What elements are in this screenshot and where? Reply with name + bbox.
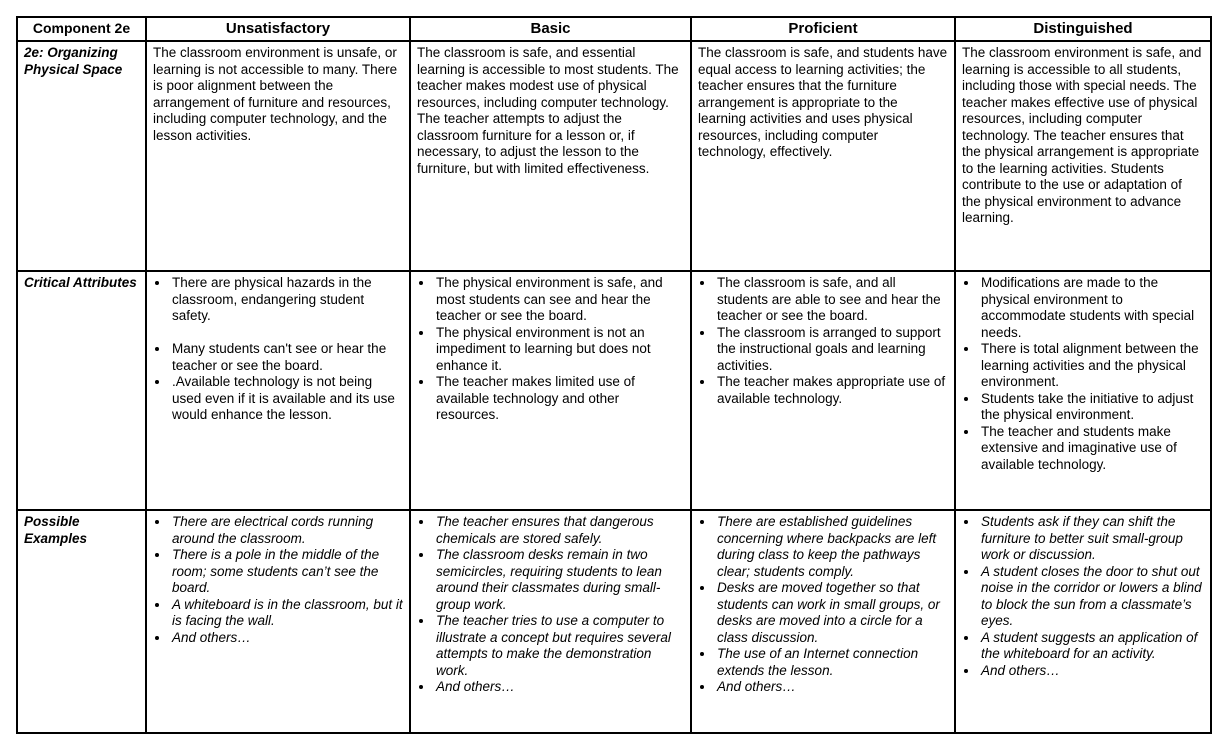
bullet-list <box>962 514 1204 679</box>
cell-basic-description <box>410 41 691 271</box>
bullet-item: • The teacher ensures that dangerous chemicals are stored safely. <box>434 514 684 547</box>
header-basic: Basic <box>410 17 691 41</box>
bullet-item: • And others… <box>434 679 684 696</box>
bullet-item: • The classroom desks remain in two semicircles, requiring students to lean around their classmates during small-group work. <box>434 547 684 613</box>
bullet-list <box>698 275 948 407</box>
bullet-item: • There are established guidelines concerning where backpacks are left during class to keep the pathways clear; students comply. <box>715 514 948 580</box>
bullet-item: • The physical environment is safe, and most students can see and hear the teacher or see the board. <box>434 275 684 325</box>
bullet-item: • A student suggests an application of the whiteboard for an activity. <box>979 630 1204 663</box>
cell-basic-attributes <box>410 271 691 510</box>
bullet-item: • There are electrical cords running around the classroom. <box>170 514 403 547</box>
bullet-item: • The teacher makes limited use of available technology and other resources. <box>434 374 684 424</box>
bullet-item: • And others… <box>979 663 1204 680</box>
bullet-item: • Modifications are made to the physical environment to accommodate students with special needs. <box>979 275 1204 341</box>
bullet-item: • The teacher makes appropriate use of available technology. <box>715 374 948 407</box>
bullet-item: • A student closes the door to shut out noise in the corridor or lowers a blind to block the sun from a classmate’s eyes. <box>979 564 1204 630</box>
row-label-critical-attributes: Critical Attributes <box>17 271 146 510</box>
bullet-item: • Students take the initiative to adjust the physical environment. <box>979 391 1204 424</box>
bullet-item: • The use of an Internet connection extends the lesson. <box>715 646 948 679</box>
bullet-list <box>153 275 403 424</box>
bullet-list <box>962 275 1204 473</box>
cell-text: The classroom environment is safe, and learning is accessible to all students, including those with special needs. The teacher makes effective use of physical resources, including computer technology. The teacher ensures that the physical arrangement is appropriate to the learning activities. Students contribute to the use or adaptation of the physical environment to advance learning. <box>962 45 1202 225</box>
header-proficient: Proficient <box>691 17 955 41</box>
cell-text: The classroom is safe, and essential learning is accessible to most students. The teacher makes modest use of physical resources, including computer technology. The teacher attempts to adjust the classroom furniture for a lesson or, if necessary, to adjust the lesson to the furniture, but with limited effectiveness. <box>417 45 679 176</box>
table-row-possible-examples <box>17 510 1211 733</box>
table-row-critical-attributes <box>17 271 1211 510</box>
bullet-spacer <box>170 325 403 342</box>
bullet-item: • There are physical hazards in the classroom, endangering student safety. <box>170 275 403 325</box>
cell-unsatisfactory-attributes <box>146 271 410 510</box>
cell-proficient-examples <box>691 510 955 733</box>
bullet-list <box>417 275 684 424</box>
cell-distinguished-attributes <box>955 271 1211 510</box>
bullet-item: • .Available technology is not being used even if it is available and its use would enhance the lesson. <box>170 374 403 424</box>
bullet-item: • The teacher and students make extensive and imaginative use of available technology. <box>979 424 1204 474</box>
bullet-item: • The classroom is arranged to support the instructional goals and learning activities. <box>715 325 948 375</box>
header-row <box>17 17 1211 41</box>
header-unsatisfactory: Unsatisfactory <box>146 17 410 41</box>
bullet-item: • There is total alignment between the learning activities and the physical environment. <box>979 341 1204 391</box>
cell-distinguished-description <box>955 41 1211 271</box>
cell-distinguished-examples <box>955 510 1211 733</box>
rubric-table <box>16 16 1212 734</box>
bullet-item: • Many students can't see or hear the teacher or see the board. <box>170 341 403 374</box>
cell-text: The classroom is safe, and students have equal access to learning activities; the teacher ensures that the furniture arrangement is appropriate to the learning activities and uses physical resources, including computer technology, effectively. <box>698 45 948 159</box>
bullet-item: • Desks are moved together so that students can work in small groups, or desks are moved into a circle for a class discussion. <box>715 580 948 646</box>
cell-proficient-attributes <box>691 271 955 510</box>
bullet-list <box>153 514 403 646</box>
bullet-item: • And others… <box>170 630 403 647</box>
bullet-item: • The physical environment is not an impediment to learning but does not enhance it. <box>434 325 684 375</box>
bullet-list <box>417 514 684 696</box>
bullet-list <box>698 514 948 696</box>
bullet-item: • Students ask if they can shift the furniture to better suit small-group work or discussion. <box>979 514 1204 564</box>
cell-unsatisfactory-examples <box>146 510 410 733</box>
row-label-possible-examples: Possible Examples <box>17 510 146 733</box>
cell-proficient-description <box>691 41 955 271</box>
bullet-item: • There is a pole in the middle of the room; some students can’t see the board. <box>170 547 403 597</box>
bullet-item: • A whiteboard is in the classroom, but it is facing the wall. <box>170 597 403 630</box>
cell-basic-examples <box>410 510 691 733</box>
header-distinguished: Distinguished <box>955 17 1211 41</box>
bullet-item: • The classroom is safe, and all students are able to see and hear the teacher or see the board. <box>715 275 948 325</box>
row-label-organizing-physical-space: 2e: Organizing Physical Space <box>17 41 146 271</box>
table-row-level-descriptions <box>17 41 1211 271</box>
cell-unsatisfactory-description <box>146 41 410 271</box>
cell-text: The classroom environment is unsafe, or learning is not accessible to many. There is poor alignment between the arrangement of furniture and resources, including computer technology, and the lesson activities. <box>153 45 398 143</box>
bullet-item: • The teacher tries to use a computer to illustrate a concept but requires several attempts to make the demonstration work. <box>434 613 684 679</box>
bullet-item: • And others… <box>715 679 948 696</box>
header-component-2e: Component 2e <box>17 17 146 41</box>
